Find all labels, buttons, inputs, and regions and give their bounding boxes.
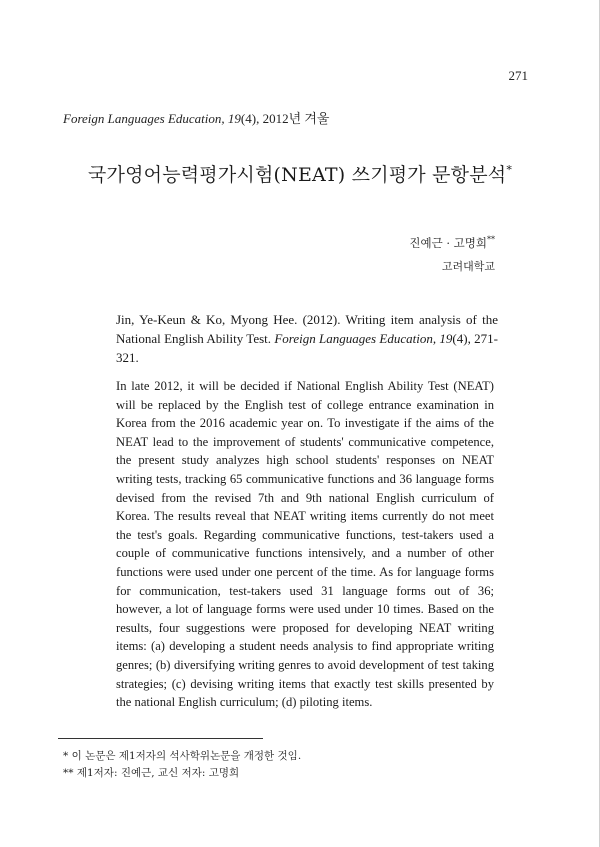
author-names-text: 진예근 · 고명희: [409, 236, 487, 250]
author-names: [409, 235, 495, 251]
author-affiliation: 고려대학교: [441, 260, 495, 273]
citation-volume: 19: [439, 331, 453, 346]
page-number: 271: [508, 68, 528, 83]
footnotes: [63, 748, 301, 782]
running-head-journal: Foreign Languages Education,: [63, 111, 225, 126]
citation-authors-title: Jin, Ye-Keun & Ko, Myong Hee. (2012). Writing item analysis of the National English Ability Test.: [116, 312, 498, 346]
citation-journal: Foreign Languages Education,: [274, 331, 437, 346]
abstract: In late 2012, it will be decided if National English Ability Test (NEAT) will be replaced by the English test of college entrance examination in Korea from the 2016 academic year on. To investigate if the aims of the NEAT lead to the improvement of students' communicative competence, the present study analyzes high school students' responses on NEAT writing tests, tracking 65 communicative functions and 36 language forms devised from the revised 7th and 9th national English curriculum of Korea. The results reveal that NEAT writing items currently do not meet the test's goals. Regarding communicative functions, test-takers used a couple of communicative functions intensively, and a number of other functions were used under one percent of the time. As for language forms for communication, test-takers used 31 language forms out of 36; however, a lot of language forms were used under 10 times. Based on the results, four suggestions were proposed for developing NEAT writing items: (a) developing a student needs analysis to find appropriate writing genres; (b) diversifying writing genres to avoid development of test taking strategies; (c) devising writing items that exactly test skills presented by the national English curriculum; (d) piloting items.: [116, 379, 494, 710]
running-head-volume: 19: [227, 111, 241, 126]
paper-title-text: 국가영어능력평가시험(NEAT) 쓰기평가 문항분석: [87, 164, 507, 186]
running-head: [63, 108, 330, 127]
title-footnote-marker: *: [506, 163, 513, 177]
footnote-divider: [58, 738, 263, 739]
citation-pages: (4), 271-321.: [116, 331, 498, 365]
citation: [116, 310, 498, 367]
footnote-2: ** 제1저자: 진예근, 교신 저자: 고명희: [63, 767, 240, 779]
footnote-1: * 이 논문은 제1저자의 석사학위논문을 개정한 것임.: [63, 750, 302, 762]
paper-title: [0, 160, 600, 187]
running-head-issue-year: (4), 2012년 겨울: [240, 111, 330, 126]
author-footnote-marker: **: [487, 235, 495, 245]
